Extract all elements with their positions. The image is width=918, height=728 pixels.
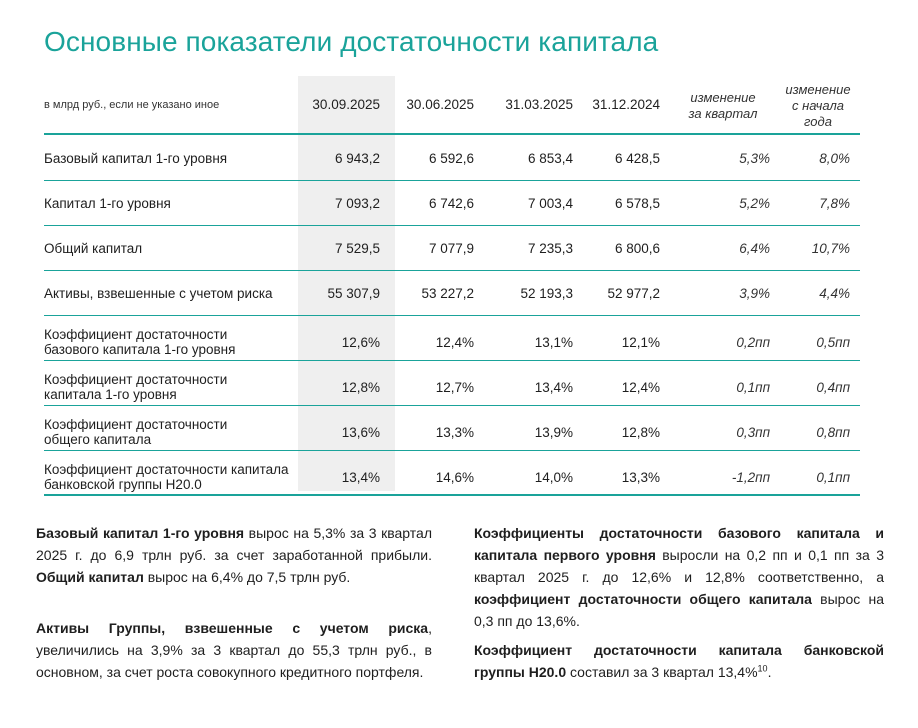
table-row [44,180,860,225]
row-label [44,286,273,301]
cell-change-quarter: 6,4% [739,241,770,256]
cell-value: 6 943,2 [334,151,380,166]
cell-value: 12,7% [435,380,474,395]
body-text: составил за 3 квартал 13,4% [566,664,758,680]
row-label [44,462,289,492]
cell-value: 52 193,3 [520,286,573,301]
col-change-quarter: изменение за квартал [688,90,758,121]
row-label-line: базового капитала 1-го уровня [44,342,236,357]
table-row [44,405,860,450]
cell-change-quarter: -1,2пп [731,470,770,485]
cell-value: 6 428,5 [614,151,660,166]
cell-value: 12,6% [341,335,380,350]
cell-change-ytd: 0,5пп [816,335,850,350]
col-change-ytd: изменение с начала года [785,82,851,129]
row-label-line: общего капитала [44,432,152,447]
col-date-4: 31.12.2024 [592,97,660,112]
cell-value: 55 307,9 [327,286,380,301]
cell-value: 6 800,6 [614,241,660,256]
table-row [44,135,860,180]
cell-value: 6 578,5 [614,196,660,211]
cell-value: 7 003,4 [527,196,573,211]
cell-value: 52 977,2 [607,286,660,301]
row-label [44,196,171,211]
cell-change-ytd: 10,7% [811,241,850,256]
row-divider [44,494,860,496]
cell-change-ytd: 0,1пп [816,470,850,485]
cell-value: 6 853,4 [527,151,573,166]
page-title: Основные показатели достаточности капитала [44,26,659,57]
row-label-line: Коэффициент достаточности [44,372,228,387]
cell-value: 7 093,2 [334,196,380,211]
table-row [44,450,860,494]
cell-change-ytd: 7,8% [819,196,850,211]
row-label-line: банковской группы Н20.0 [44,477,202,492]
cell-change-quarter: 5,2% [739,196,770,211]
cell-change-quarter: 5,3% [739,151,770,166]
footnote-ref: 10 [757,663,768,674]
cell-value: 12,8% [341,380,380,395]
emphasis-text: коэффициент достаточности общего капитала [474,591,812,607]
body-text: вырос на 0,3 пп до 13,6%. [474,591,884,629]
cell-value: 12,4% [621,380,660,395]
row-label-line: Коэффициент достаточности капитала [44,462,289,477]
row-label [44,151,227,166]
right-paragraph-1 [474,522,884,632]
cell-value: 14,6% [435,470,474,485]
row-label [44,241,142,256]
table-row [44,225,860,270]
cell-value: 13,6% [341,425,380,440]
cell-value: 6 742,6 [428,196,474,211]
row-label-line: Коэффициент достаточности [44,327,228,342]
row-label [44,417,227,447]
cell-value: 13,4% [534,380,573,395]
row-label-line: Коэффициент достаточности [44,417,228,432]
row-label-line: капитала 1-го уровня [44,387,177,402]
cell-change-ytd: 0,4пп [816,380,850,395]
cell-value: 13,9% [534,425,573,440]
body-text: вырос на 5,3% за 3 квартал 2025 г. до 6,9 трлн руб. за счет заработанной прибыли. [36,525,432,563]
emphasis-text: Коэффициент достаточности капитала банковской группы Н20.0 [474,642,884,680]
col-date-3: 31.03.2025 [505,97,573,112]
col-date-2: 30.06.2025 [406,97,474,112]
row-label-line: Активы, взвешенные с учетом риска [44,286,273,301]
cell-change-quarter: 0,2пп [736,335,770,350]
body-text: выросли на 0,2 пп и 0,1 пп за 3 квартал 2025 г. до 12,6% и 12,8% соответственно, а [474,547,884,585]
cell-value: 6 592,6 [428,151,474,166]
table-row [44,270,860,315]
emphasis-text: Активы Группы, взвешенные с учетом риска [36,620,429,636]
row-label-line: Базовый капитал 1-го уровня [44,151,228,166]
cell-value: 13,1% [534,335,573,350]
left-paragraph-1 [36,522,432,588]
cell-change-quarter: 0,3пп [736,425,770,440]
cell-change-ytd: 0,8пп [816,425,850,440]
table-row [44,360,860,405]
left-paragraph-2 [36,617,432,683]
cell-change-quarter: 0,1пп [736,380,770,395]
cell-change-ytd: 4,4% [819,286,850,301]
cell-change-quarter: 3,9% [739,286,770,301]
row-label-line: Капитал 1-го уровня [44,196,171,211]
cell-value: 13,3% [435,425,474,440]
cell-value: 12,4% [435,335,474,350]
right-paragraph-2: Коэффициент достаточности капитала банковской группы Н20.0 составил за 3 квартал 13,4%$^{10}$. [474,642,884,680]
cell-value: 13,3% [621,470,660,485]
row-label [44,372,227,402]
cell-change-ytd: 8,0% [819,151,850,166]
emphasis-text: Общий капитал [36,569,144,585]
cell-value: 53 227,2 [421,286,474,301]
row-label-line: Общий капитал [44,241,143,256]
cell-value: 12,1% [621,335,660,350]
row-label [44,327,235,357]
body-text: , увеличились на 3,9% за 3 квартал до 55,3 трлн руб., в основном, за счет роста совокупного кредитного портфеля. [36,620,432,680]
emphasis-text: Базовый капитал 1-го уровня [36,525,245,541]
cell-value: 7 235,3 [527,241,573,256]
table-row [44,315,860,360]
cell-value: 12,8% [621,425,660,440]
unit-note: в млрд руб., если не указано иное [44,99,220,111]
col-date-1: 30.09.2025 [312,97,380,112]
emphasis-text: Коэффициенты достаточности базового капитала и капитала первого уровня [474,525,884,563]
cell-value: 7 077,9 [428,241,474,256]
cell-value: 7 529,5 [334,241,380,256]
body-text: вырос на 6,4% до 7,5 трлн руб. [143,569,351,585]
cell-value: 14,0% [534,470,573,485]
cell-value: 13,4% [341,470,380,485]
